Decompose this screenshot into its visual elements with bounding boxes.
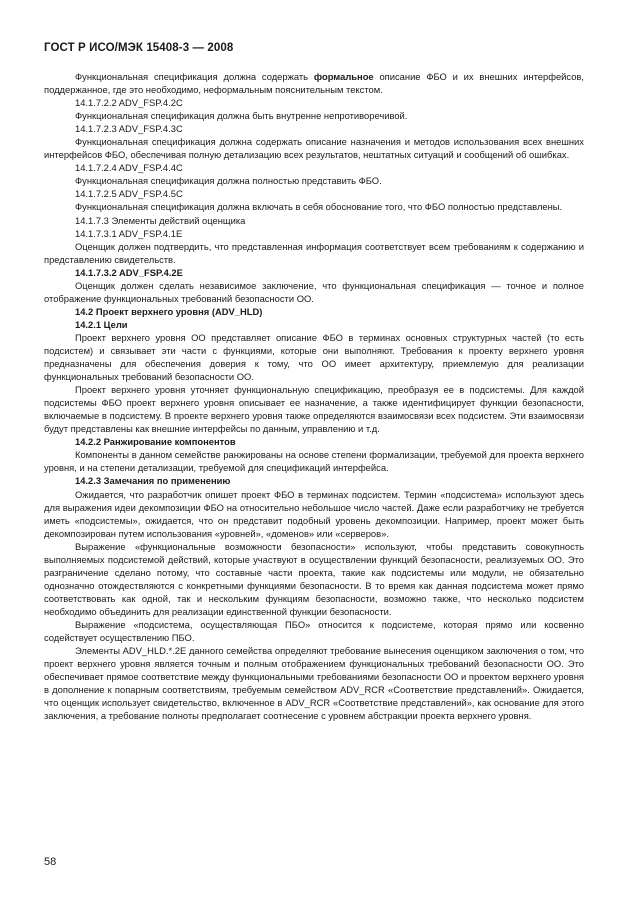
subsection-heading: 14.2.3 Замечания по применению: [75, 475, 231, 487]
paragraph: Функциональная спецификация должна включать в себя обоснование того, что ФБО полностью представлены.: [75, 201, 563, 213]
paragraph: Функциональная спецификация должна содержать описание назначения и методов использования всех внешних интерфейсов ФБО, обеспечивая полную детализацию всех результатов, нештатных ситуаций и сообщений об ошибках.: [44, 136, 584, 161]
section-heading: 14.2 Проект верхнего уровня (ADV_HLD): [75, 305, 263, 317]
paragraph: Выражение «подсистема, осуществляющая ПБО» относится к подсистеме, которая прямо или косвенно содействует осуществлению ПБО.: [44, 618, 584, 644]
paragraph: Компоненты в данном семействе ранжированы на основе степени формализации, требуемой для проекта верхнего уровня, и на степени детализации, требуемой для спецификаций интерфейса.: [44, 449, 584, 474]
clause-number: 14.1.7.2.5 ADV_FSP.4.5C: [75, 188, 183, 200]
document-header: ГОСТ Р ИСО/МЭК 15408-3 — 2008: [44, 42, 234, 54]
clause-number: 14.1.7.2.2 ADV_FSP.4.2C: [75, 97, 183, 109]
paragraph: Проект верхнего уровня ОО представляет описание ФБО в терминах основных структурных частей (то есть подсистем) и связывает эти части с функциями, которые они выполняют. Требования к проекту верхнего уровня предназначены для обеспечения доверия к тому, что ОО имеет архитектуру, приемлемую для реализации функциональных требований безопасности ОО.: [44, 331, 584, 383]
paragraph: Оценщик должен сделать независимое заключение, что функциональная спецификация — точное и полное отображение функциональных требований безопасности ОО.: [44, 279, 584, 304]
page-body: [44, 70, 584, 722]
clause-number: 14.1.7.2.3 ADV_FSP.4.3C: [75, 123, 183, 135]
paragraph: Элементы ADV_HLD.*.2E данного семейства определяют требование вынесения оценщиком заключения о том, что проект верхнего уровня является точным и полным отображением функциональных требований безопасности ОО. Это обеспечивает прямое соответствие между функциональными требованиями безопасности ОО и проектом верхнего уровня в дополнение к попарным соответствиям, требуемым семейством ADV_RCR «Соответствие представлений». Ожидается, что оценщик использует свидетельство, включенное в ADV_RCR «Соответствие представлений», как основание для этого заключения, а требование полноты предполагает соотнесение с уровнем абстракции проекта верхнего уровня.: [44, 645, 584, 722]
paragraph: Функциональная спецификация должна полностью представить ФБО.: [75, 175, 382, 187]
subsection-heading: 14.2.2 Ранжирование компонентов: [75, 436, 236, 448]
section-heading: 14.1.7.3 Элементы действий оценщика: [75, 214, 246, 226]
clause-number: 14.1.7.2.4 ADV_FSP.4.4C: [75, 162, 183, 174]
clause-number-bold: 14.1.7.3.2 ADV_FSP.4.2E: [75, 266, 183, 278]
clause-number: 14.1.7.3.1 ADV_FSP.4.1E: [75, 227, 183, 239]
paragraph: Ожидается, что разработчик опишет проект ФБО в терминах подсистем. Термин «подсистема» используют здесь для выражения идеи декомпозиции ФБО на относительно небольшое число частей. Даже если разработчику не требуется иметь «подсистемы», ожидается, что он представит подобный уровень декомпозиции. Например, проект может быть декомпозирован путем использования «уровней», «доменов» или «серверов».: [44, 488, 584, 539]
paragraph: Проект верхнего уровня уточняет функциональную спецификацию, преобразуя ее в подсистемы. Для каждой подсистемы ФБО проект верхнего уровня описывает ее назначение, а также идентифицирует функции безопасности, включаемые в подсистему. В проекте верхнего уровня также определяются взаимосвязи всех подсистем. Эти взаимосвязи будут представлены как внешние интерфейсы по данным, управлению и т.д.: [44, 384, 584, 435]
paragraph: Оценщик должен подтвердить, что представленная информация соответствует всем требованиям к содержанию и представлению свидетельств.: [44, 240, 584, 265]
paragraph: Функциональная спецификация должна содержать формальное описание ФБО и их внешних интерфейсов, поддержанное, где это необходимо, неформальным пояснительным текстом.: [44, 71, 584, 96]
paragraph: Функциональная спецификация должна быть внутренне непротиворечивой.: [75, 110, 408, 122]
paragraph: Выражение «функциональные возможности безопасности» используют, чтобы представить совокупность выполняемых подсистемой действий, которые участвуют в осуществлении функций безопасности, реализуемых ОО. Это разграничение сделано потому, что составные части проекта, такие как подсистемы или модули, не обязательно однозначно отождествляются с конкретными функциями безопасности. В то время как данная подсистема может прямо соответствовать как одной, так и нескольким функциям безопасности, возможно также, что несколько подсистем необходимо объединить для реализации единственной функции безопасности.: [44, 540, 584, 617]
page-number: 58: [44, 856, 57, 868]
subsection-heading: 14.2.1 Цели: [75, 318, 128, 330]
